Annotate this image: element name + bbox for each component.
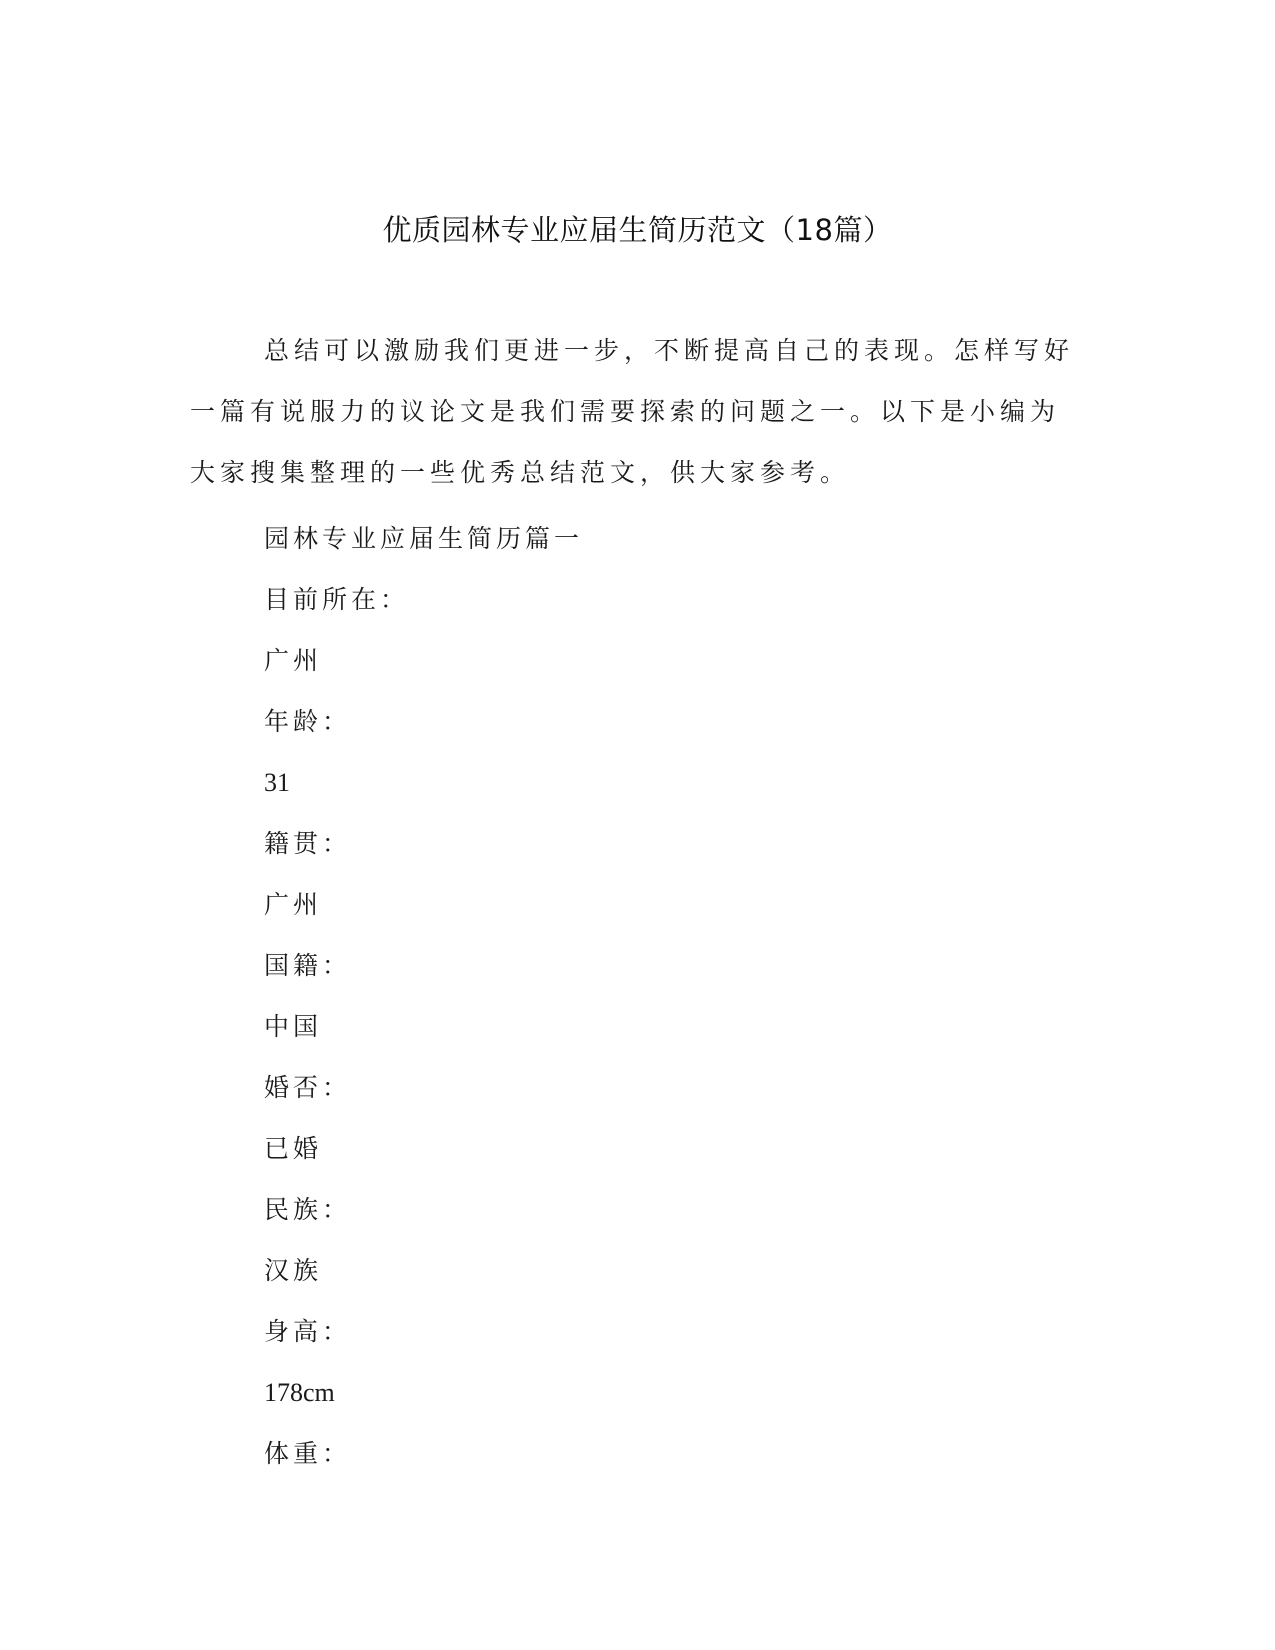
field-label-height: 身高： bbox=[264, 1317, 352, 1346]
field-label-hometown: 籍贯： bbox=[264, 829, 352, 858]
document-title: 优质园林专业应届生简历范文（18篇） bbox=[382, 213, 893, 247]
field-label-nationality: 国籍： bbox=[264, 951, 352, 980]
field-label-age: 年龄： bbox=[264, 707, 352, 736]
field-value-age: 31 bbox=[264, 768, 290, 797]
field-value-height: 178cm bbox=[264, 1378, 335, 1407]
field-label-marital: 婚否： bbox=[264, 1073, 352, 1102]
field-label-location: 目前所在： bbox=[264, 585, 410, 614]
resume-fields bbox=[264, 508, 583, 1484]
field-value-ethnicity: 汉族 bbox=[264, 1256, 323, 1285]
field-value-hometown: 广州 bbox=[264, 890, 323, 919]
field-label-weight: 体重： bbox=[264, 1439, 352, 1468]
field-value-nationality: 中国 bbox=[264, 1012, 323, 1041]
intro-paragraph: 总结可以激励我们更进一步，不断提高自己的表现。怎样写好一篇有说服力的议论文是我们需要探索的问题之一。以下是小编为大家搜集整理的一些优秀总结范文，供大家参考。 bbox=[190, 336, 1075, 487]
field-value-location: 广州 bbox=[264, 646, 323, 675]
field-value-marital: 已婚 bbox=[264, 1134, 323, 1163]
section-heading: 园林专业应届生简历篇一 bbox=[264, 524, 584, 553]
field-label-ethnicity: 民族： bbox=[264, 1195, 352, 1224]
